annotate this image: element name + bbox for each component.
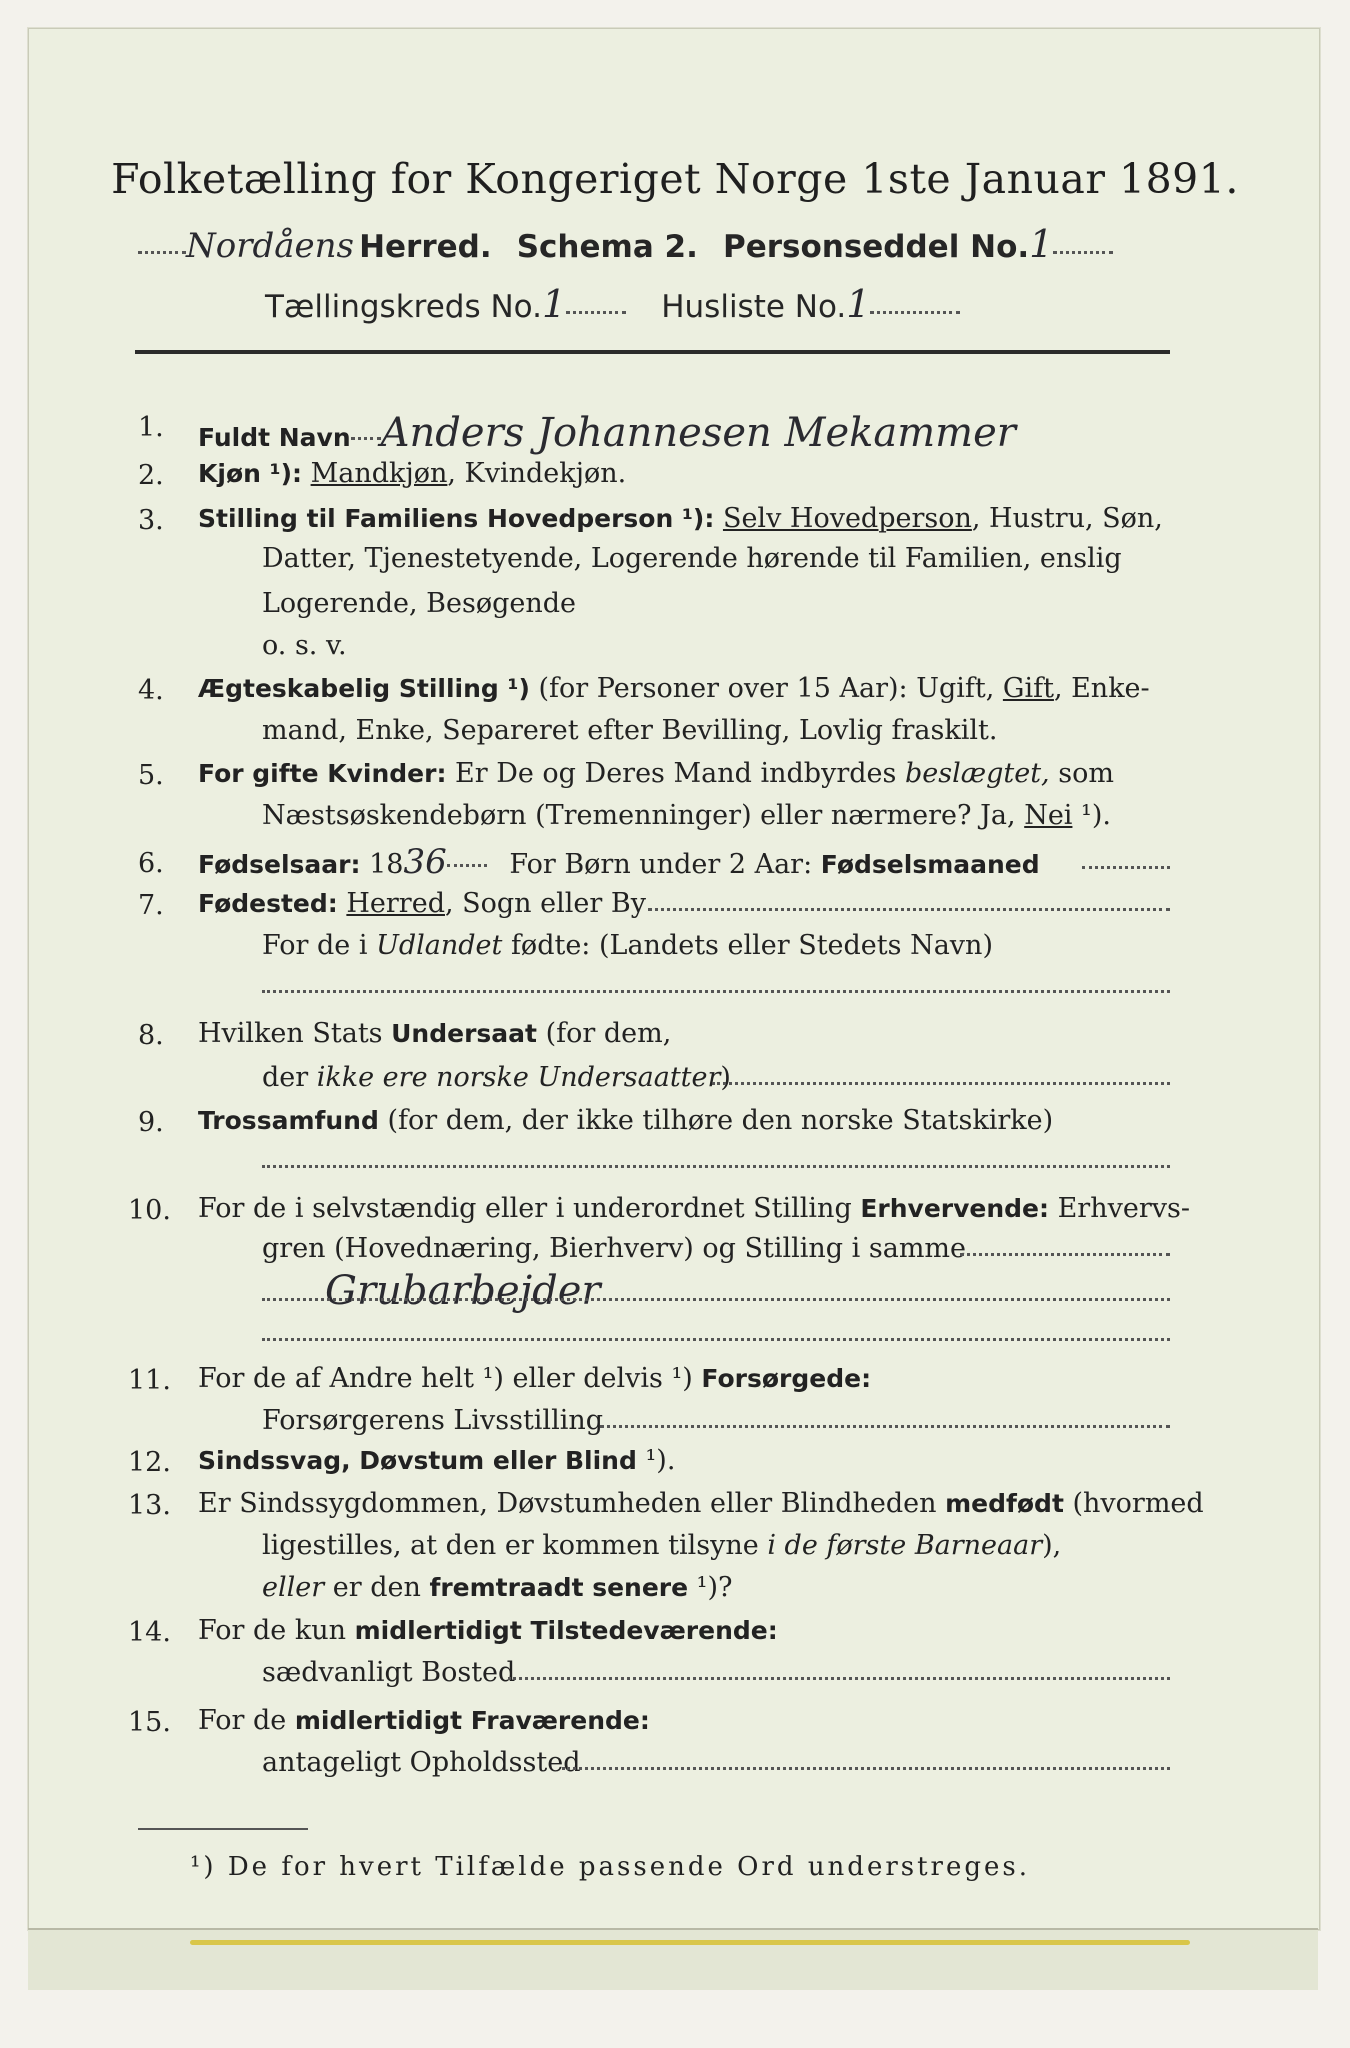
q8-line-2 xyxy=(262,1062,731,1093)
q13-rest: (hvormed xyxy=(1063,1488,1204,1519)
item-number: 7. xyxy=(138,890,164,921)
item-number: 11. xyxy=(128,1365,171,1396)
q10-text: For de i selvstændig eller i underordnet Stilling xyxy=(198,1193,861,1224)
form-bottom-fold xyxy=(28,1928,1318,1990)
q15-text: For de xyxy=(198,1705,295,1736)
q12-label: Sindssvag, Døvstum eller Blind xyxy=(198,1446,637,1475)
q2-label: Kjøn ¹): xyxy=(198,459,302,488)
item-number: 4. xyxy=(138,675,164,706)
q6-fill-line xyxy=(1082,866,1170,869)
q15-label: midlertidigt Fraværende: xyxy=(294,1706,650,1735)
item-number: 10. xyxy=(128,1195,171,1226)
q3-line-4: o. s. v. xyxy=(262,630,347,661)
item-number: 6. xyxy=(138,848,164,879)
q2-selected-option: Mandkjøn xyxy=(310,458,448,489)
item-number: 3. xyxy=(138,505,164,536)
personseddel-label: Personseddel No. xyxy=(722,229,1030,265)
q13-line-3 xyxy=(262,1572,733,1603)
q8-italic: ikke ere norske Undersaatter xyxy=(316,1062,721,1093)
q13-label: medfødt xyxy=(945,1489,1064,1518)
q13-line-3-text: er den xyxy=(324,1572,430,1603)
kreds-line xyxy=(265,282,960,326)
item-number: 1. xyxy=(138,412,164,443)
item-number: 12. xyxy=(128,1447,171,1478)
herred-label: Herred. xyxy=(359,229,492,265)
q10-blank-line xyxy=(262,1338,1170,1341)
q5-line-2 xyxy=(262,800,1111,831)
q12-rest: ¹). xyxy=(636,1445,676,1476)
item-number: 8. xyxy=(138,1020,164,1051)
q7-italic: Udlandet xyxy=(376,930,503,961)
q4-selected-option: Gift xyxy=(1002,673,1054,704)
q7-label: Fødested: xyxy=(198,889,338,918)
form-title: Folketælling for Kongeriget Norge 1ste Januar 1891. xyxy=(111,155,1239,203)
q5-italic: beslægtet, xyxy=(904,758,1050,789)
q5-line xyxy=(198,758,1114,789)
q7-selected-option: Herred xyxy=(346,888,445,919)
q13-line-2 xyxy=(262,1530,1061,1561)
q3-line-3: Logerende, Besøgende xyxy=(262,588,576,619)
q5-rest: som xyxy=(1049,758,1114,789)
q10-fill-line xyxy=(960,1253,1170,1256)
q13-line-3-italic: eller xyxy=(262,1572,325,1603)
q15-line xyxy=(198,1705,650,1736)
q11-label: Forsørgede: xyxy=(701,1364,872,1393)
item-number: 9. xyxy=(138,1107,164,1138)
q13-line xyxy=(198,1488,1204,1519)
q10-value-line xyxy=(262,1298,1170,1301)
q6-line xyxy=(198,842,1040,882)
q13-line-2-text: ligestilles, at den er kommen tilsyne xyxy=(262,1530,768,1561)
q15-line-2: antageligt Opholdssted xyxy=(262,1747,581,1778)
q4-line-2: mand, Enke, Separeret efter Bevilling, Lovlig fraskilt. xyxy=(262,715,998,746)
q8-line-2-end: ) xyxy=(720,1062,731,1093)
header-rule xyxy=(135,350,1170,354)
herred-value: Nordåens xyxy=(186,226,354,266)
q1-label: Fuldt Navn xyxy=(198,423,351,452)
q8-line xyxy=(198,1018,671,1049)
husliste-value: 1 xyxy=(846,282,871,326)
q13-text: Er Sindssygdommen, Døvstumheden eller Blindheden xyxy=(198,1488,946,1519)
q1-name-value: Anders Johannesen Mekammer xyxy=(380,410,1016,456)
q13-italic: i de første Barneaar xyxy=(767,1530,1043,1561)
q7-line xyxy=(198,888,646,919)
q6-prefix: 18 xyxy=(360,849,404,880)
q13-line-3-label: fremtraadt senere xyxy=(429,1573,689,1602)
q14-line-2: sædvanligt Bosted xyxy=(262,1657,516,1688)
q10-value: Grubarbejder xyxy=(325,1268,601,1314)
q8-label: Undersaat xyxy=(391,1019,537,1048)
item-number: 15. xyxy=(128,1707,171,1738)
q7-blank-line xyxy=(262,990,1170,993)
q5-line-2-text: Næstsøskendebørn (Tremenninger) eller nærmere? Ja, xyxy=(262,800,1025,831)
q9-blank-line xyxy=(262,1165,1170,1168)
item-number: 2. xyxy=(138,460,164,491)
q15-fill-line xyxy=(562,1767,1170,1770)
q7-line-2-text: For de i xyxy=(262,930,377,961)
personseddel-value: 1 xyxy=(1029,222,1054,266)
husliste-label: Husliste No. xyxy=(661,289,847,325)
q8-text: Hvilken Stats xyxy=(198,1018,392,1049)
q9-line xyxy=(198,1105,1053,1136)
q7-line-2-end: fødte: (Landets eller Stedets Navn) xyxy=(502,930,993,961)
q3-label: Stilling til Familiens Hovedperson ¹): xyxy=(198,504,715,533)
q3-line xyxy=(198,503,1163,534)
q11-line xyxy=(198,1363,871,1394)
q8-line-2-text: der xyxy=(262,1062,317,1093)
q11-line-2: Forsørgerens Livsstilling xyxy=(262,1405,604,1436)
q4-rest: , Enke- xyxy=(1053,673,1150,704)
footnote-rule xyxy=(138,1828,308,1830)
q14-label: midlertidigt Tilstedeværende: xyxy=(354,1616,778,1645)
item-number: 14. xyxy=(128,1617,171,1648)
q10-line xyxy=(198,1193,1190,1224)
q9-label: Trossamfund xyxy=(198,1106,379,1135)
q3-selected-option: Selv Hovedperson xyxy=(722,503,972,534)
q14-line xyxy=(198,1615,778,1646)
q4-text: (for Personer over 15 Aar): Ugift, xyxy=(529,673,1003,704)
q5-text: Er De og Deres Mand indbyrdes xyxy=(446,758,905,789)
q3-line-2: Datter, Tjenestetyende, Logerende hørende til Familien, enslig xyxy=(262,543,1122,574)
q5-label: For gifte Kvinder: xyxy=(198,759,447,788)
q12-line xyxy=(198,1445,675,1476)
q14-text: For de kun xyxy=(198,1615,355,1646)
q6-text: For Børn under 2 Aar: xyxy=(509,849,813,880)
q11-fill-line xyxy=(600,1425,1170,1428)
q10-label: Erhvervende: xyxy=(860,1194,1050,1223)
item-number: 13. xyxy=(128,1490,171,1521)
q6-year-value: 36 xyxy=(403,842,447,882)
item-number: 5. xyxy=(138,760,164,791)
q4-line xyxy=(198,673,1150,704)
q5-selected-option: Nei xyxy=(1024,800,1073,831)
q13-line-3-end: ¹)? xyxy=(688,1572,733,1603)
binding-thread xyxy=(190,1940,1190,1945)
q7-rest: , Sogn eller By xyxy=(444,888,646,919)
schema-label: Schema 2. xyxy=(516,229,698,265)
q13-line-2-end: ), xyxy=(1042,1530,1062,1561)
q3-rest: , Hustru, Søn, xyxy=(971,503,1163,534)
q8-rest: (for dem, xyxy=(536,1018,672,1049)
q1-line xyxy=(198,410,1016,456)
herred-line xyxy=(138,222,1173,266)
q11-text: For de af Andre helt ¹) eller delvis ¹) xyxy=(198,1363,702,1394)
kreds-label: Tællingskreds No. xyxy=(265,289,542,325)
q2-line xyxy=(198,458,626,489)
q4-label: Ægteskabelig Stilling ¹) xyxy=(198,674,530,703)
q10-occupation-value xyxy=(325,1268,601,1314)
q8-fill-line xyxy=(712,1082,1170,1085)
q14-fill-line xyxy=(508,1677,1170,1680)
q10-line-2: gren (Hovednæring, Bierhverv) og Stilling i samme xyxy=(262,1233,967,1264)
q5-line-2-end: ¹). xyxy=(1072,800,1111,831)
footnote: ¹) De for hvert Tilfælde passende Ord understreges. xyxy=(190,1852,1031,1882)
q9-rest: (for dem, der ikke tilhøre den norske Statskirke) xyxy=(378,1105,1054,1136)
q6-label-2: Fødselsmaaned xyxy=(820,850,1040,879)
q6-label: Fødselsaar: xyxy=(198,850,361,879)
q10-rest: Erhvervs- xyxy=(1049,1193,1190,1224)
kreds-value: 1 xyxy=(541,282,567,326)
q7-fill-line xyxy=(648,908,1170,911)
q2-other-option: , Kvindekjøn. xyxy=(447,458,627,489)
q7-line-2 xyxy=(262,930,993,961)
